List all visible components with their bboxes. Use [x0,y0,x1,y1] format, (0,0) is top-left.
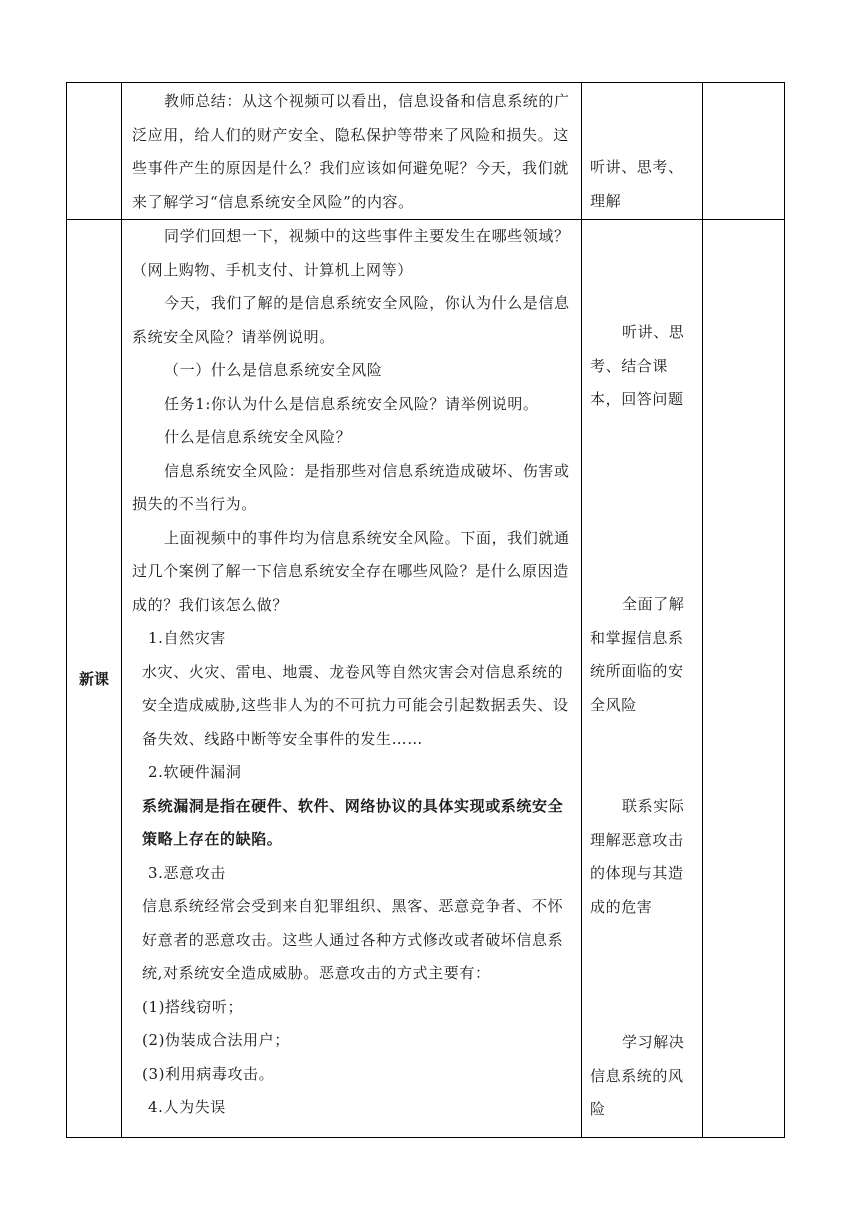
paragraph: 今天，我们了解的是信息系统安全风险，你认为什么是信息系统安全风险？请举例说明。 [132,294,570,346]
list-heading: 1.自然灾害 [148,629,226,647]
content-cell [122,83,582,220]
section-cell [67,83,122,220]
list-heading: 4.人为失误 [148,1098,226,1116]
student-activity-text: 全面了解和掌握信息系统所面临的安全风险 [590,595,685,714]
definition-text: 信息系统安全风险：是指那些对信息系统造成破坏、伤害或损失的不当行为。 [132,461,570,513]
section-label-new-lesson: 新课 [67,220,122,1138]
paragraph: 水灾、火灾、雷电、地震、龙卷风等自然灾害会对信息系统的安全造成威胁,这些非人为的不可抗力可能会引起数据丢失、设备失效、线路中断等安全事件的发生…… [142,662,569,748]
lesson-plan-table [66,82,785,1138]
activity-cell [582,83,703,220]
list-item: (3)利用病毒攻击。 [142,1064,275,1083]
student-activity-text: 联系实际理解恶意攻击的体现与其造成的危害 [590,797,685,916]
section-heading: （一）什么是信息系统安全风险 [164,361,383,379]
paragraph: 上面视频中的事件均为信息系统安全风险。下面，我们就通过几个案例了解一下信息系统安全存在哪些风险？是什么原因造成的？我们该怎么做？ [132,528,570,614]
note-cell [703,220,785,1138]
paragraph: 同学们回想一下，视频中的这些事件主要发生在哪些领域？（网上购物、手机支付、计算机上网等） [132,227,570,279]
list-item: (1)搭线窃听； [142,997,244,1016]
bold-definition-text: 系统漏洞是指在硬件、软件、网络协议的具体实现或系统安全策略上存在的缺陷。 [142,796,564,848]
activity-cell [582,220,703,1138]
task-text: 任务1:你认为什么是信息系统安全风险？请举例说明。 [164,394,539,413]
list-heading: 2.软硬件漏洞 [148,763,242,781]
teacher-summary-text: 教师总结：从这个视频可以看出，信息设备和信息系统的广泛应用，给人们的财产安全、隐私保护等带来了风险和损失。这些事件产生的原因是什么？我们应该如何避免呢？今天，我们就来了解学习“信息系统安全风险”的内容。 [132,92,570,211]
note-cell [703,83,785,220]
student-activity-text: 学习解决信息系统的风险 [590,1033,685,1118]
paragraph: 信息系统经常会受到来自犯罪组织、黑客、恶意竞争者、不怀好意者的恶意攻击。这些人通过各种方式修改或者破坏信息系统,对系统安全造成威胁。恶意攻击的方式主要有： [142,897,564,982]
content-cell [122,220,582,1138]
list-item: (2)伪装成合法用户； [142,1031,290,1049]
table-row [67,220,785,1138]
student-activity-text: 听讲、思考、结合课本，回答问题 [590,323,685,408]
student-activity-text: 听讲、思考、理解 [590,158,684,210]
question-text: 什么是信息系统安全风险？ [164,428,352,446]
list-heading: 3.恶意攻击 [148,863,226,882]
table-row [67,83,785,220]
